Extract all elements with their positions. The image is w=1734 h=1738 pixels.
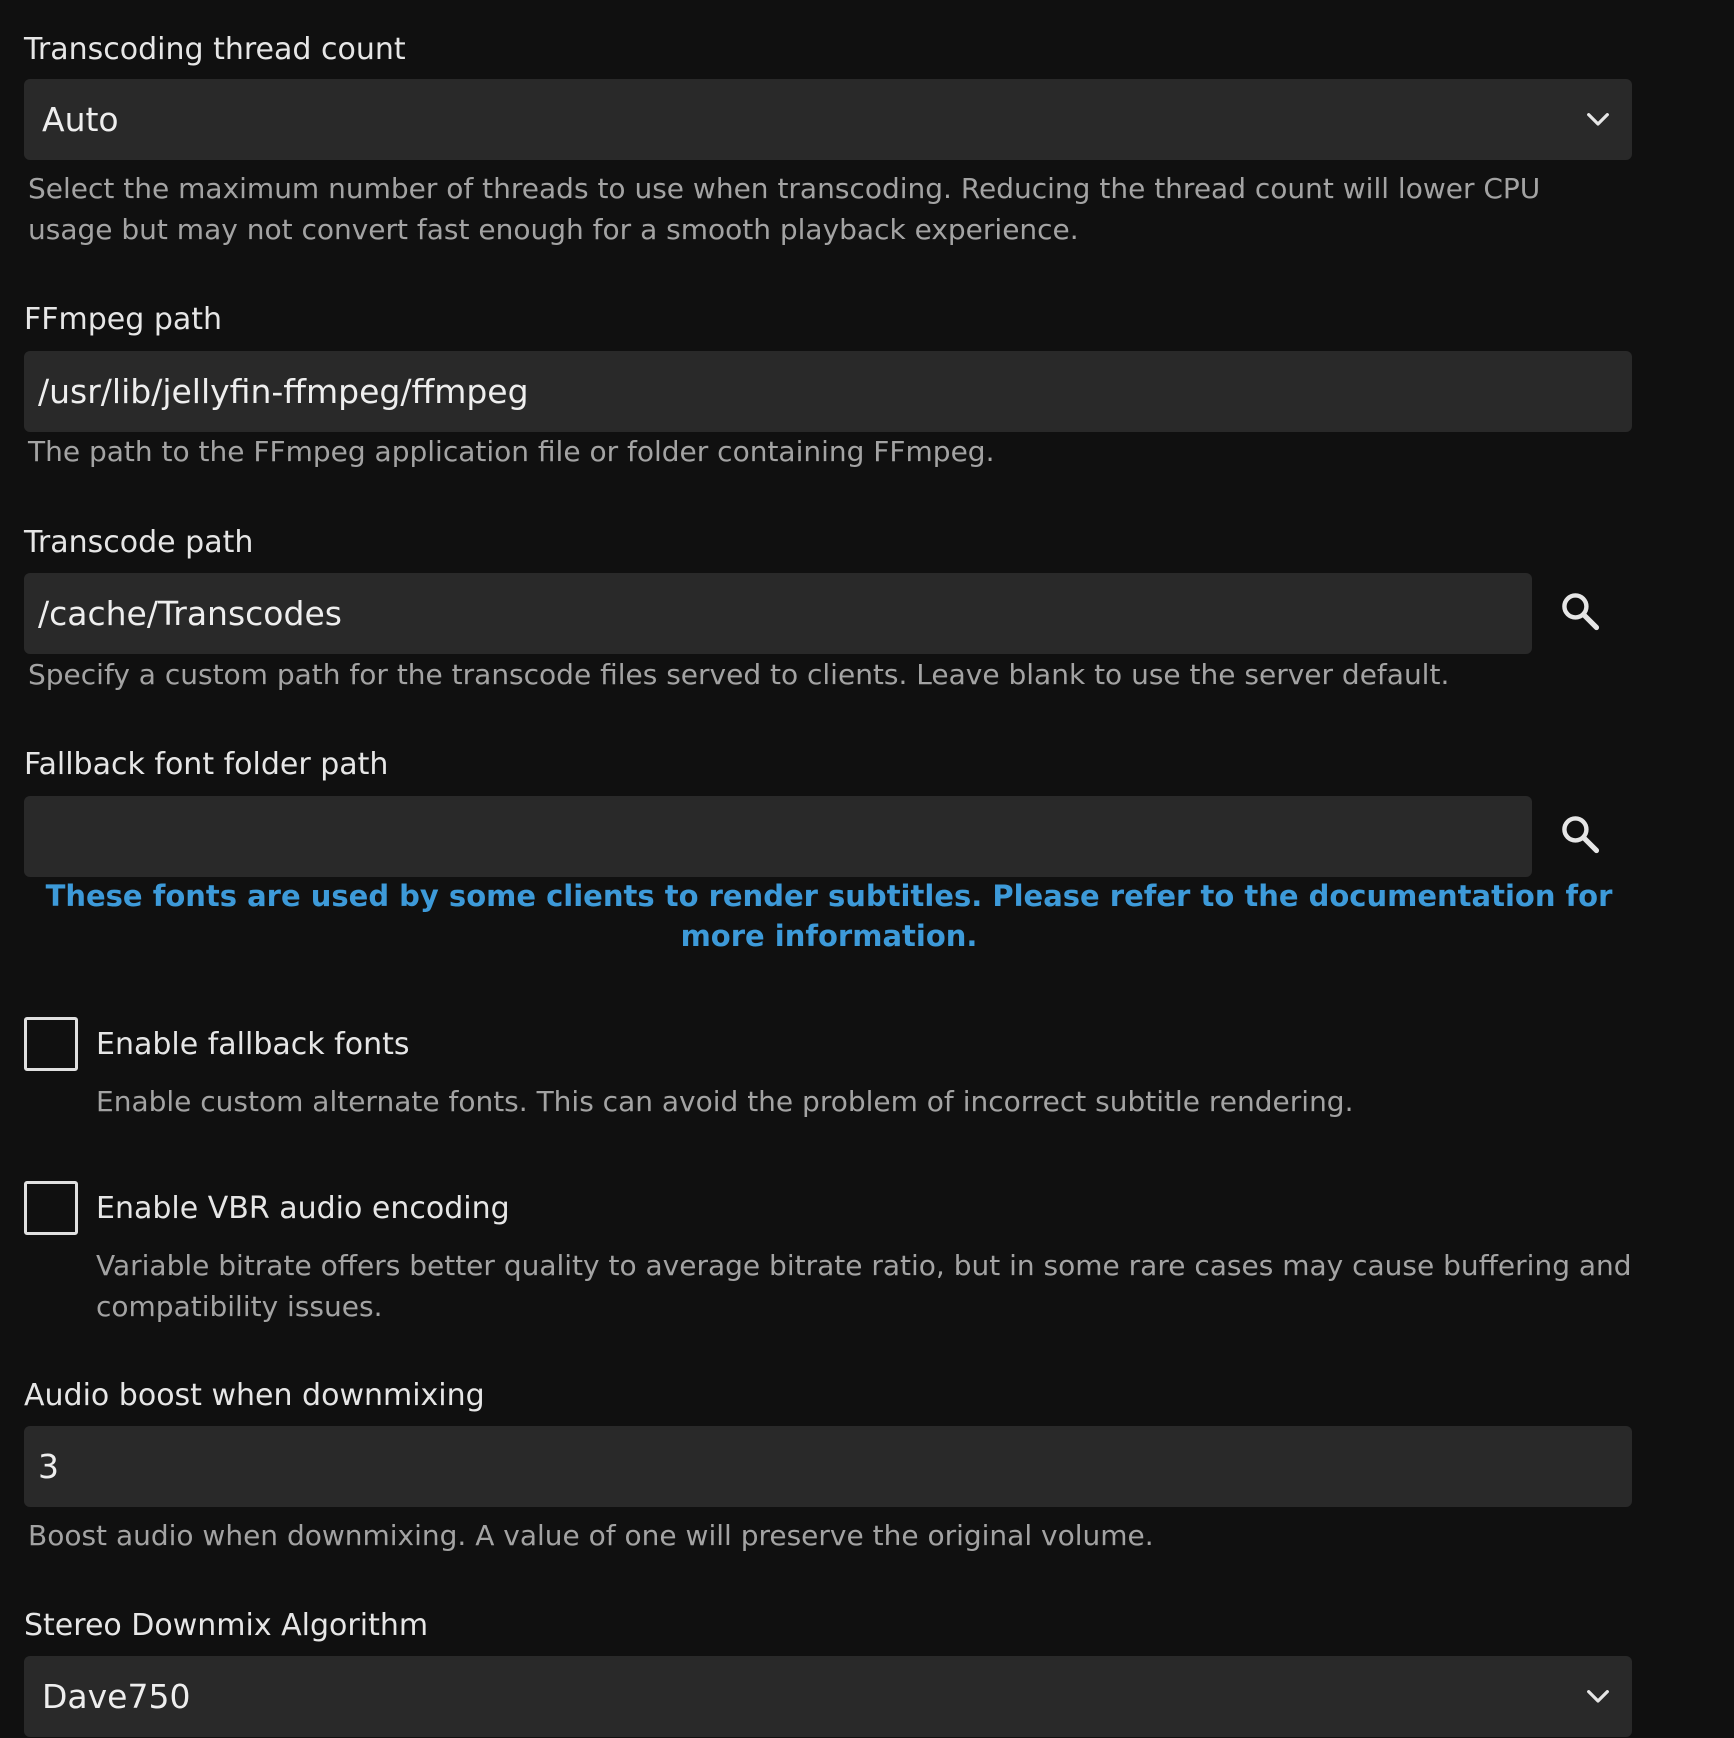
fallback-font-path-label: Fallback font folder path: [24, 747, 389, 782]
enable-fallback-fonts-checkbox[interactable]: [24, 1017, 78, 1071]
enable-fallback-fonts-description: Enable custom alternate fonts. This can avoid the problem of incorrect subtitle rendering.: [96, 1085, 1354, 1118]
audio-boost-input[interactable]: [24, 1426, 1632, 1507]
downmix-algorithm-label: Stereo Downmix Algorithm: [24, 1608, 429, 1643]
audio-boost-description: Boost audio when downmixing. A value of one will preserve the original volume.: [28, 1519, 1154, 1552]
fallback-font-path-input[interactable]: [24, 796, 1532, 877]
enable-vbr-audio-checkbox[interactable]: [24, 1181, 78, 1235]
ffmpeg-path-label: FFmpeg path: [24, 302, 223, 337]
transcode-path-input[interactable]: [24, 573, 1532, 654]
transcode-path-description: Specify a custom path for the transcode files served to clients. Leave blank to use the server default.: [28, 658, 1450, 691]
chevron-down-icon: [1582, 1681, 1614, 1713]
ffmpeg-path-value: /usr/lib/jellyfin-ffmpeg/ffmpeg: [38, 372, 529, 411]
enable-vbr-audio-description: Variable bitrate offers better quality to average bitrate ratio, but in some rare cases may cause buffering and compatibility issues.: [96, 1249, 1632, 1323]
thread-count-description: Select the maximum number of threads to use when transcoding. Reducing the thread count will lower CPU usage but may not convert fast enough for a smooth playback experience.: [28, 172, 1541, 246]
search-icon[interactable]: [1558, 812, 1602, 856]
thread-count-label: Transcoding thread count: [24, 32, 406, 67]
transcode-path-value: /cache/Transcodes: [38, 594, 342, 633]
thread-count-select[interactable]: [24, 79, 1632, 160]
thread-count-value: Auto: [42, 100, 119, 139]
chevron-down-icon: [1582, 104, 1614, 136]
ffmpeg-path-input[interactable]: [24, 351, 1632, 432]
transcode-path-label: Transcode path: [24, 525, 254, 560]
ffmpeg-path-description: The path to the FFmpeg application file or folder containing FFmpeg.: [28, 435, 995, 468]
fallback-font-info-link[interactable]: These fonts are used by some clients to render subtitles. Please refer to the documentation for more information.: [45, 879, 1613, 953]
audio-boost-value: 3: [38, 1447, 59, 1486]
enable-vbr-audio-label[interactable]: Enable VBR audio encoding: [96, 1191, 510, 1226]
downmix-algorithm-value: Dave750: [42, 1677, 191, 1716]
enable-fallback-fonts-label[interactable]: Enable fallback fonts: [96, 1027, 410, 1062]
search-icon[interactable]: [1558, 589, 1602, 633]
downmix-algorithm-select[interactable]: [24, 1656, 1632, 1737]
audio-boost-label: Audio boost when downmixing: [24, 1378, 485, 1413]
